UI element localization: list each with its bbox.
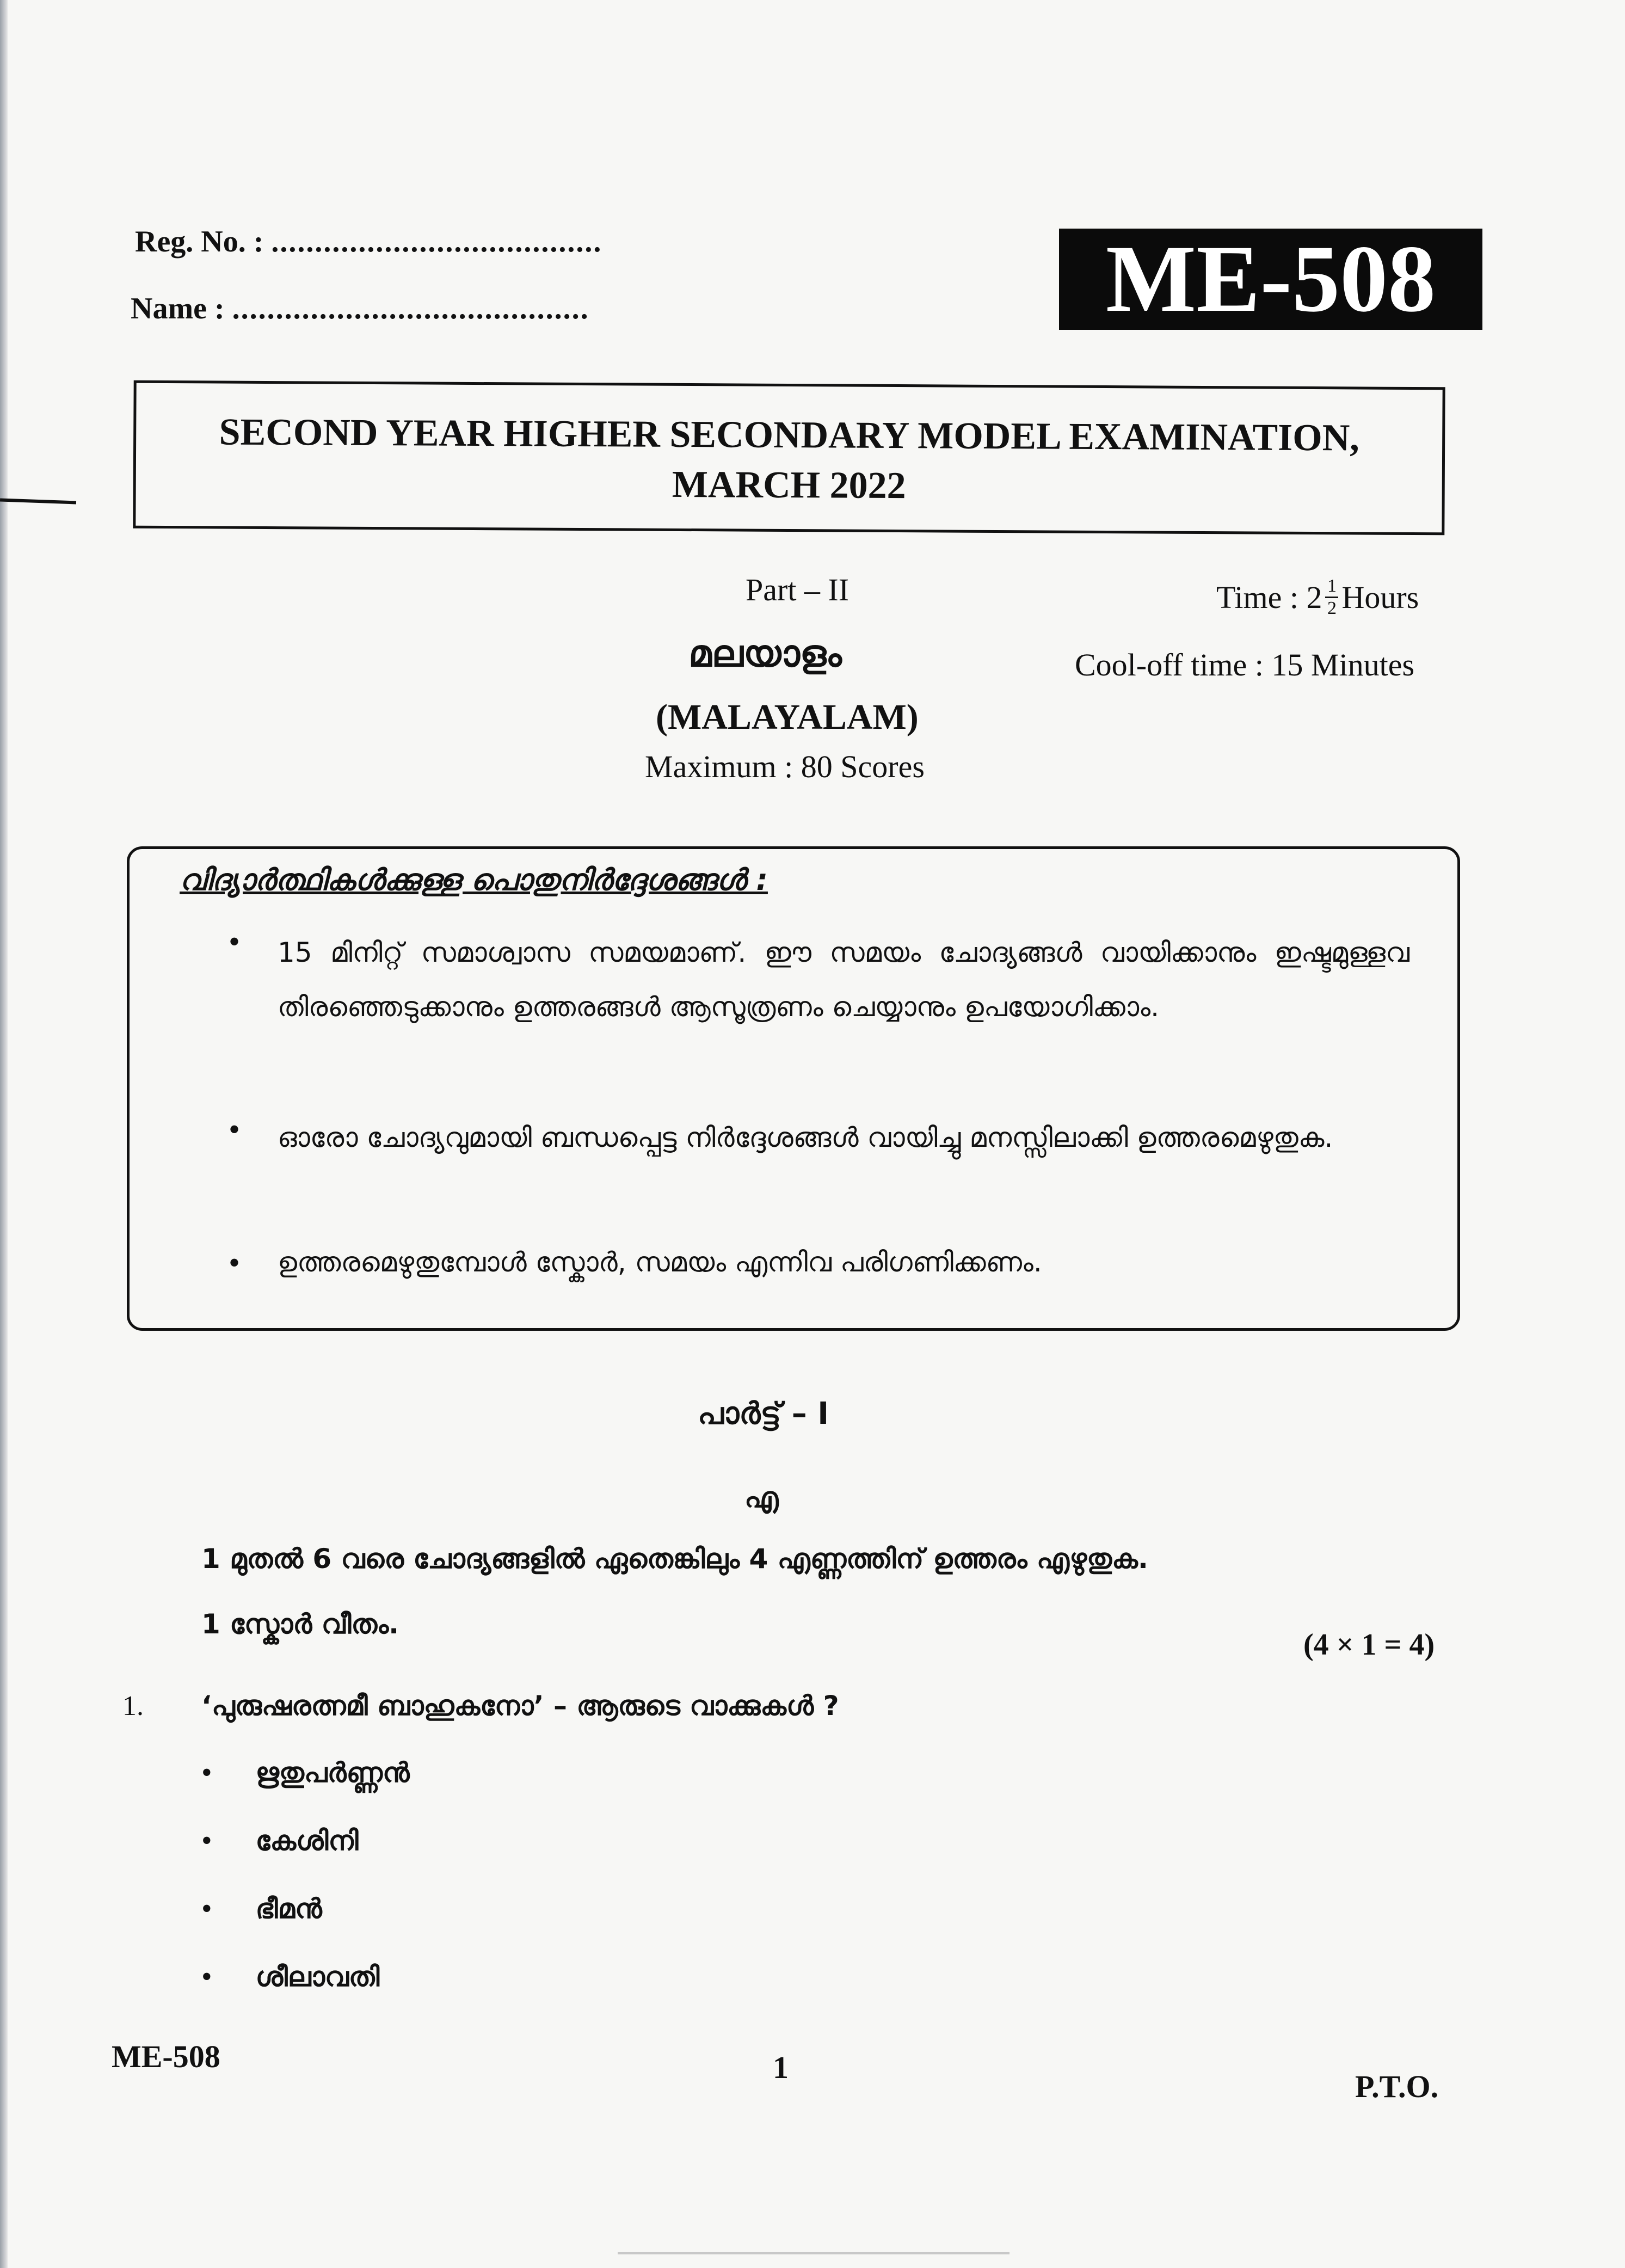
bullet-icon: • [201,1960,212,1994]
exam-title-line1: SECOND YEAR HIGHER SECONDARY MODEL EXAMINATION, [219,411,1359,459]
option-text: കേശിനി [255,1824,359,1857]
answer-option [201,1891,322,1926]
subject-english: (MALAYALAM) [656,697,919,737]
bullet-icon: • [229,924,241,960]
time-fraction-num: 1 [1327,576,1337,596]
answer-option [201,1823,359,1858]
maximum-scores: Maximum : 80 Scores [645,749,925,784]
scan-edge [0,0,8,2268]
reg-no-line [135,224,602,259]
question-text: ‘പുരുഷരത്നമീ ബാഹുകനോ’ – ആരുടെ വാക്കുകൾ ? [201,1690,839,1722]
reg-no-label: Reg. No. : [135,225,264,259]
exam-title-box [133,380,1445,536]
bullet-icon: • [201,1892,212,1926]
name-dots: ......................................... [232,292,589,325]
bullet-icon: • [229,1245,241,1281]
name-label: Name : [131,292,225,325]
name-line [131,291,589,326]
part-label: Part – II [746,572,850,607]
paper-code-badge: ME-508 [1059,229,1482,330]
footer-paper-code: ME-508 [112,2039,220,2074]
reg-no-dots: ...................................... [271,225,602,259]
please-turn-over: P.T.O. [1355,2069,1439,2104]
cooloff-time: Cool-off time : 15 Minutes [1075,647,1415,683]
instruction-item: ഉത്തരമെഴുതുമ്പോൾ സ്കോർ, സമയം എന്നിവ പരിഗണിക്കണം. [278,1246,1042,1278]
bullet-icon: • [229,1111,241,1147]
bullet-icon: • [201,1824,212,1858]
time-fraction-den: 2 [1327,598,1337,618]
section-marks: (4 × 1 = 4) [1303,1628,1435,1662]
time-label: Time : 2 [1216,580,1322,615]
section-instruction: 1 മുതൽ 6 വരെ ചോദ്യങ്ങളിൽ ഏതെങ്കിലും 4 എണ്ണത്തിന് ഉത്തരം എഴുതുക. [201,1543,1148,1575]
question-number: 1. [122,1691,144,1722]
exam-title-line2: MARCH 2022 [672,463,906,507]
answer-option [201,1959,379,1994]
instruction-item: 15 മിനിറ്റ് സമാശ്വാസ സമയമാണ്. ഈ സമയം ചോദ്യങ്ങൾ വായിക്കാനും ഇഷ്ടമുള്ളവ തിരഞ്ഞെടുക്കാനും ഉത്തരങ്ങൾ ആസൂത്രണം ചെയ്യാനും ഉപയോഗിക്കാം. [278,937,1409,1023]
section-part-heading: പാർട്ട് – I [698,1396,829,1431]
bullet-icon: • [201,1756,212,1790]
answer-option [201,1755,410,1790]
score-each: 1 സ്കോർ വീതം. [201,1608,399,1640]
instruction-item: ഓരോ ചോദ്യവുമായി ബന്ധപ്പെട്ട നിർദ്ദേശങ്ങൾ വായിച്ചു മനസ്സിലാക്കി ഉത്തരമെഴുതുക. [278,1122,1333,1153]
time-unit: Hours [1341,580,1419,615]
subject-malayalam: മലയാളം [688,632,842,675]
time-allowed [1216,577,1419,618]
bottom-rule [618,2252,1010,2254]
instructions-heading: വിദ്യാർത്ഥികൾക്കുള്ള പൊതുനിർദ്ദേശങ്ങൾ : [180,863,768,897]
option-text: ഭീമൻ [255,1892,322,1925]
page-number: 1 [773,2050,789,2085]
section-sub-heading: എ [744,1482,779,1514]
option-text: ഋതുപർണ്ണൻ [255,1756,410,1788]
option-text: ശീലാവതി [255,1960,380,1993]
stray-pen-mark [0,499,76,505]
time-fraction [1325,577,1338,618]
